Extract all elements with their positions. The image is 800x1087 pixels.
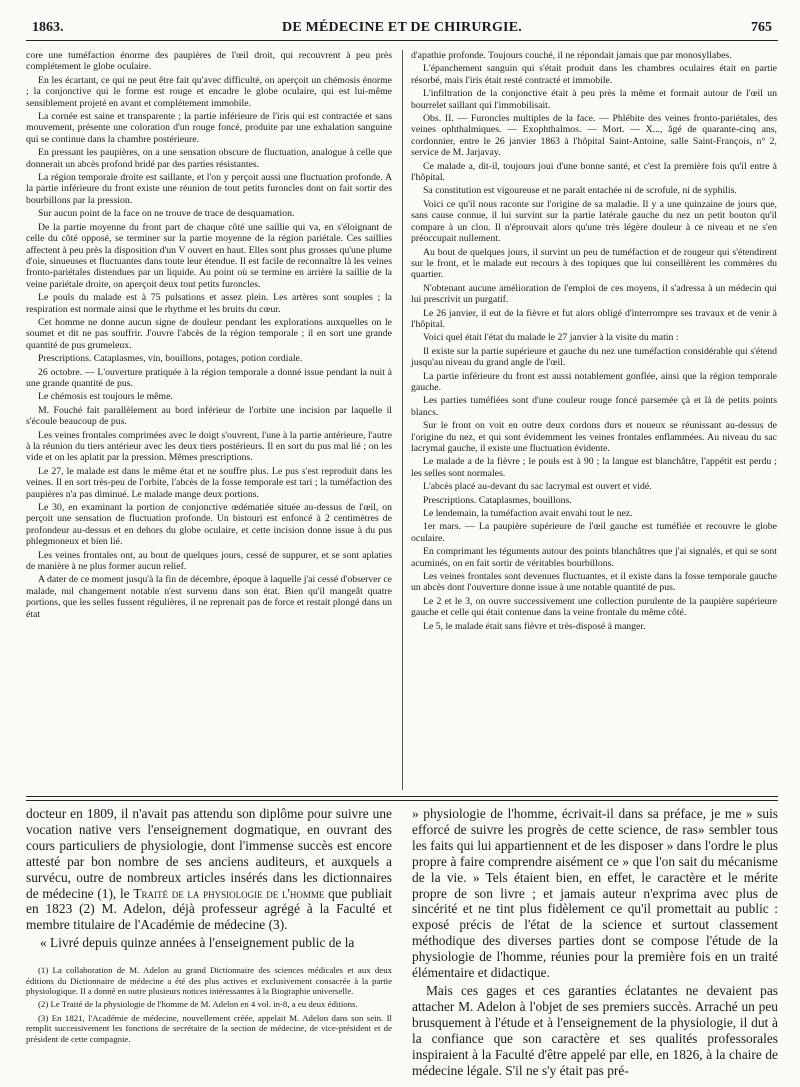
footnotes: [26, 965, 392, 1044]
paragraph: [26, 806, 392, 933]
column-rule: [402, 50, 403, 790]
paragraph: Il existe sur la partie supérieure et gauche du nez une tuméfaction considérable qui s'étend jusqu'au niveau du grand angle de l'œil.: [411, 345, 777, 369]
paragraph: Le 5, le malade était sans fièvre et très-disposé à manger.: [423, 620, 646, 632]
paragraph: Le pouls du malade est à 75 pulsations et assez plein. Les artères sont souples ; la respiration est normale ainsi que le rhythme et les bruits du cœur.: [26, 292, 392, 315]
paragraph: d'apathie profonde. Toujours couché, il ne répondait jamais que par monosyllabes.: [411, 50, 732, 61]
paragraph: Mais ces gages et ces garanties éclatantes ne devaient pas attacher M. Adelon à l'objet de ses premiers succès. Arraché un peu brusquement à l'étude et à l'enseignement de la physiologie, il dut à la confiance que son caractère et ses qualités professorales inspiraient à la Faculté d'être appelé par elle, en 1826, à la chaire de médecine légale. S'il ne s'y était pas pré-: [412, 982, 778, 1078]
paragraph: core une tuméfaction énorme des paupières de l'œil droit, qui recouvrent à peu près complétement le globe oculaire.: [26, 50, 392, 73]
paragraph: 26 octobre. — L'ouverture pratiquée à la région temporale a donné issue pendant la nuit à une grande quantité de pus.: [26, 366, 392, 389]
paragraph: Sur aucun point de la face on ne trouve de trace de desquamation.: [38, 208, 295, 220]
book-title: Traité de la physiologie de l'homme: [133, 885, 325, 901]
text-run: docteur en 1809, il n'avait pas attendu son diplôme pour suivre une vocation native vers l'enseignement dogmatique, en ouvrant des cours particuliers de physiologie, dont l'immense succès est encore attesté par bon nombre de ses anciens auditeurs, et auxquels a survécu, outre de nombreux articles insérés dans les dictionnaires de médecine (1), le: [26, 806, 392, 901]
paragraph: Le chémosis est toujours le même.: [38, 391, 173, 403]
paragraph: Au bout de quelques jours, il survint un peu de tuméfaction et de rougeur qui s'étendirent sur le front, et le malade eut recours à des topiques que lui conseillèrent les commères du quartier.: [411, 246, 777, 281]
paragraph: Le lendemain, la tuméfaction avait envahi tout le nez.: [423, 508, 633, 520]
paragraph: Ce malade a, dit-il, toujours joui d'une bonne santé, et c'est la première fois qu'il entre à l'hôpital.: [411, 160, 777, 184]
footnote: (3) En 1821, l'Académie de médecine, nouvellement créée, appelait M. Adelon dans son sein. Il remplit successivement les fonctions de secrétaire de la section de médecine, de vice-président et de président de cette compagnie.: [26, 1012, 392, 1044]
paragraph: » physiologie de l'homme, écrivait-il dans sa préface, je me » suis efforcé de suivre les progrès de cette science, de ras» sembler tous les faits qui lui appartiennent et de les disposer » dans l'ordre le plus propre à faire comprendre aisément ce » que l'on sait du mécanisme de la vie. » Tels étaient bien, en effet, le caractère et le mérite propre de son livre ; et jamais auteur n'exprima avec plus de sincérité et ne tint plus fidèlement ce qu'il promettait au public : exposé précis de l'état de la science et surtout classement méthodique des diverses parties dont se compose l'étude de la physiologie de l'homme, réunies pour la première fois en un traité élémentaire et didactique.: [412, 806, 778, 981]
page-number: 765: [751, 20, 772, 35]
paragraph: L'infiltration de la conjonctive était à peu près la même et formait autour de l'œil un bourrelet saillant qui l'immobilisait.: [411, 88, 777, 111]
paragraph: Les parties tuméfiées sont d'une couleur rouge foncé parsemée çà et là de petits points blancs.: [411, 395, 777, 418]
paragraph: Les veines frontales comprimées avec le doigt s'ouvrent, l'une à la partie antérieure, l'autre à la réunion du tiers antérieur avec les deux tiers postérieurs. Il en sort du pus mal lié ; on les vide et on les aplatit par la pression. Mêmes prescriptions.: [26, 429, 392, 464]
paragraph: En les écartant, ce qui ne peut être fait qu'avec difficulté, on aperçoit un chémosis énorme ; la conjonctive qui le forme est rouge et encadre le globe oculaire, qui est lui-même sensiblement projeté en avant et complétement immobile.: [26, 74, 392, 109]
paragraph: En pressant les paupières, on a une sensation obscure de fluctuation, analogue à celle que donnerait un abcès profond bridé par des parties résistantes.: [26, 147, 392, 170]
header-year: 1863.: [32, 20, 64, 35]
paragraph: Voici quel était l'état du malade le 27 janvier à la visite du matin :: [423, 332, 679, 344]
paragraph: Le 26 janvier, il eut de la fièvre et fut alors obligé d'interrompre ses travaux et de venir à l'hôpital.: [411, 307, 777, 330]
top-right-column: [411, 50, 777, 634]
running-header: [26, 20, 778, 41]
paragraph: La région temporale droite est saillante, et l'on y perçoit aussi une fluctuation profonde. A la partie inférieure du front existe une réunion de tout petits furoncles dont on fait sortir des bourbillons par la pression.: [26, 172, 392, 206]
paragraph: Prescriptions. Cataplasmes, bouillons.: [423, 494, 572, 506]
paragraph: Les veines frontales sont devenues fluctuantes, et il existe dans la fosse temporale gauche un abcès dont l'ouverture donne issue à une notable quantité de pus.: [411, 571, 777, 594]
observation-heading: Obs. II. — Furoncles multiples de la face. — Phlébite des veines fronto-pariétales, des veines ophthalmiques. — Exophthalmos. — Mort. — X..., âgé de quarante-cinq ans, cordonnier, entre le 26 janvier 1863 à l'hôpital Saint-Antoine, salle Saint-François, n° 2, service de M. Jarjavay.: [411, 113, 777, 159]
paragraph: 1er mars. — La paupière supérieure de l'œil gauche est tuméfiée et recouvre le globe oculaire.: [411, 521, 777, 544]
text-run: que publiait en 1823 (2) M. Adelon, déjà professeur agrégé à la Faculté et membre titulaire de l'Académie de médecine (3).: [26, 885, 393, 933]
paragraph: La cornée est saine et transparente ; la partie inférieure de l'iris qui est contractée et sans mouvement, présente une coloration d'un rouge foncé, produite par une exhalation sanguine qui se continue dans la chambre postérieure.: [26, 111, 392, 145]
footnote: (2) Le Traité de la physiologie de l'homme de M. Adelon en 4 vol. in-8, a eu deux éditions.: [38, 999, 358, 1010]
top-left-column: [26, 50, 392, 622]
paragraph: Prescriptions. Cataplasmes, vin, bouillons, potages, potion cordiale.: [38, 353, 303, 365]
paragraph: Le 27, le malade est dans le même état et ne souffre plus. Le pus s'est reproduit dans les veines. Il en sort très-peu de l'orbite, l'abcès de la fosse temporale est tari ; la tuméfaction des paupières n'a pas diminué. Le malade mange deux portions.: [26, 465, 392, 500]
eulogy-section: [26, 806, 778, 1086]
paragraph: M. Fouché fait parallèlement au bord inférieur de l'orbite une incision par laquelle il s'écoule beaucoup de pus.: [26, 404, 392, 428]
header-running-title: DE MÉDECINE ET DE CHIRURGIE.: [282, 20, 522, 35]
paragraph: Cet homme ne donne aucun signe de douleur pendant les explorations auxquelles on le soumet et dit ne pas souffrir. J'ouvre l'abcès de la région temporale ; il en sort une grande quantité de pus grumeleux.: [26, 316, 392, 351]
clinical-observations: [26, 50, 778, 790]
paragraph: De la partie moyenne du front part de chaque côté une saillie qui va, en s'éloignant de celle du côté opposé, se terminer sur la partie moyenne de la région pariétale. Ces saillies affectent à peu près la disposition d'un V ouvert en haut. Elles sont plus grosses qu'une plume d'oie, sinueuses et fluctuantes dans toute leur étendue. Il est facile de reconnaître là les veines fronto-pariétales distendues par un liquide. Au point où se termine en arrière la saillie de la veine pariétale droite, on aperçoit deux tout petits furoncles.: [26, 221, 392, 290]
paragraph: La partie inférieure du front est aussi notablement gonflée, ainsi que la région temporale gauche.: [411, 370, 777, 393]
paragraph: Les veines frontales ont, au bout de quelques jours, cessé de suppurer, et se sont aplaties de manière à ne plus former aucun relief.: [26, 549, 392, 573]
paragraph: « Livré depuis quinze années à l'enseignement public de la: [40, 935, 355, 951]
paragraph: Voici ce qu'il nous raconte sur l'origine de sa maladie. Il y a une quinzaine de jours que, sans cause connue, il lui survint sur la partie latérale gauche du nez un petit bouton qu'il compare à un clou. Il n'éprouvait alors qu'une très légère douleur à ce niveau et ne s'en préoccupait nullement.: [411, 198, 777, 245]
paragraph: N'obtenant aucune amélioration de l'emploi de ces moyens, il s'adressa à un médecin qui lui prescrivit un purgatif.: [411, 282, 777, 306]
bottom-left-column: [26, 806, 392, 1047]
paragraph: Sa constitution est vigoureuse et ne paraît entachée ni de scrofule, ni de syphilis.: [423, 185, 737, 197]
paragraph: Sur le front on voit en outre deux cordons durs et noueux se réunissant au-dessus de l'origine du nez, et qui sont évidemment les veines frontales enflammées. Au niveau du sac lacrymal gauche, il existe une fluctuation évidente.: [411, 420, 777, 454]
page: [26, 20, 778, 1078]
paragraph: L'épanchement sanguin qui s'était produit dans les chambres oculaires était en partie résorbé, mais l'iris était resté contracté et immobile.: [411, 63, 777, 86]
paragraph: Le malade a de la fièvre ; le pouls est à 90 ; la langue est blanchâtre, l'appétit est perdu ; les selles sont normales.: [411, 456, 777, 479]
bottom-right-column: [412, 806, 778, 1080]
footnote: (1) La collaboration de M. Adelon au grand Dictionnaire des sciences médicales et aux deux éditions du Dictionnaire de médecine a été des plus actives et exclusivement consacrée à la partie physiologique. Il a donné en outre plusieurs notices intéressantes à la Biographie universelle.: [26, 965, 392, 996]
paragraph: En comprimant les téguments autour des points blanchâtres que j'ai signalés, et qui se sont acuminés, on en fait sortir de véritables bourbillons.: [411, 546, 777, 569]
section-separator: [26, 796, 778, 801]
paragraph: Le 2 et le 3, on ouvre successivement une collection purulente de la paupière supérieure gauche et celle qui était contenue dans la veine frontale du même côté.: [411, 595, 777, 619]
paragraph: L'abcès placé au-devant du sac lacrymal est ouvert et vidé.: [423, 481, 652, 493]
paragraph: A dater de ce moment jusqu'à la fin de décembre, époque à laquelle j'ai cessé d'observer ce malade, nul changement notable n'est survenu dans son état. Bien qu'il mangeât quatre portions, que les selles fussent régulières, il ne reprenait pas de force et restait plongé dans un état: [26, 574, 392, 620]
paragraph: Le 30, en examinant la portion de conjonctive œdématiée située au-dessus de l'œil, on perçoit une sensation de fluctuation profonde. Un bistouri est enfoncé à 2 centimètres de profondeur au-dessus et en dehors du globe oculaire, et cette incision donne issue à du pus phlegmoneux et bien lié.: [26, 502, 392, 548]
